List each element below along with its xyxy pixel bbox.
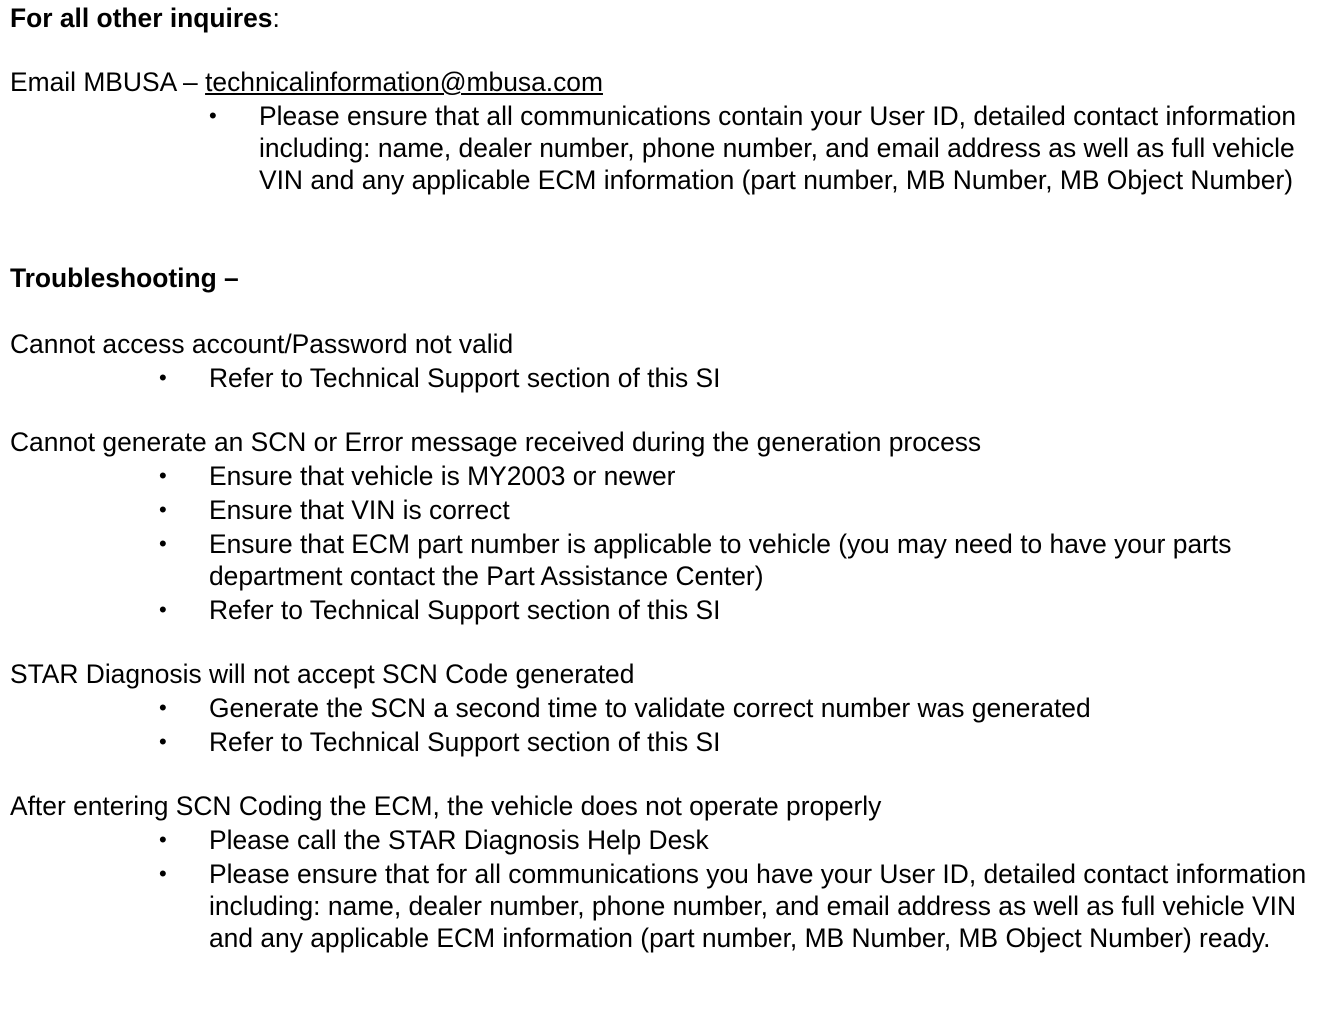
- list-item: [10, 460, 1329, 492]
- list-item: [10, 858, 1329, 954]
- bullet-icon: •: [159, 861, 167, 886]
- bullet-icon: •: [159, 695, 167, 720]
- list-item: [10, 528, 1329, 592]
- issue-title: Cannot generate an SCN or Error message received during the generation process: [10, 427, 982, 457]
- issue-bullet-list: [10, 460, 1340, 626]
- bullet-icon: •: [209, 103, 217, 128]
- troubleshooting-heading: Troubleshooting –: [10, 263, 239, 293]
- list-item-text: Ensure that ECM part number is applicable to vehicle (you may need to have your parts department contact the Part Assistance Center): [209, 529, 1232, 591]
- issue-bullet-list: [10, 692, 1340, 758]
- list-item-text: Please call the STAR Diagnosis Help Desk: [209, 825, 709, 855]
- list-item-text: Generate the SCN a second time to validate correct number was generated: [209, 693, 1091, 723]
- troubleshooting-heading-line: [10, 262, 1340, 294]
- email-line: [10, 66, 1340, 98]
- bullet-icon: •: [159, 365, 167, 390]
- issue-title: After entering SCN Coding the ECM, the vehicle does not operate properly: [10, 791, 882, 821]
- list-item: [10, 100, 1329, 196]
- list-item: [10, 692, 1329, 724]
- list-item: [10, 594, 1329, 626]
- email-label: Email MBUSA –: [10, 67, 206, 97]
- document-page: [10, 2, 1340, 954]
- list-item-text: Refer to Technical Support section of this SI: [209, 595, 721, 625]
- email-bullet-list: [10, 100, 1340, 196]
- list-item: [10, 362, 1329, 394]
- inquiries-heading-colon: :: [272, 3, 280, 33]
- bullet-icon: •: [159, 729, 167, 754]
- inquiries-heading: For all other inquires: [10, 3, 273, 33]
- email-link[interactable]: technicalinformation@mbusa.com: [205, 67, 603, 97]
- list-item-text: Ensure that vehicle is MY2003 or newer: [209, 461, 676, 491]
- issue-title: STAR Diagnosis will not accept SCN Code generated: [10, 659, 635, 689]
- list-item-text: Please ensure that for all communications you have your User ID, detailed contact information including: name, dealer number, phone number, and email address as well as full vehicle VIN and any applicable ECM information (part number, MB Number, MB Object Number) ready.: [209, 859, 1307, 953]
- list-item-text: Please ensure that all communications contain your User ID, detailed contact information including: name, dealer number, phone number, and email address as well as full vehicle VIN and any applicable ECM information (part number, MB Number, MB Object Number): [259, 101, 1297, 195]
- bullet-icon: •: [159, 463, 167, 488]
- list-item-text: Refer to Technical Support section of this SI: [209, 727, 721, 757]
- issue-bullet-list: [10, 824, 1340, 954]
- list-item-text: Refer to Technical Support section of this SI: [209, 363, 721, 393]
- issue-bullet-list: [10, 362, 1340, 394]
- issue-title: Cannot access account/Password not valid: [10, 329, 514, 359]
- bullet-icon: •: [159, 827, 167, 852]
- bullet-icon: •: [159, 531, 167, 556]
- list-item-text: Ensure that VIN is correct: [209, 495, 510, 525]
- bullet-icon: •: [159, 597, 167, 622]
- inquiries-heading-line: [10, 2, 1340, 34]
- list-item: [10, 494, 1329, 526]
- bullet-icon: •: [159, 497, 167, 522]
- list-item: [10, 824, 1329, 856]
- list-item: [10, 726, 1329, 758]
